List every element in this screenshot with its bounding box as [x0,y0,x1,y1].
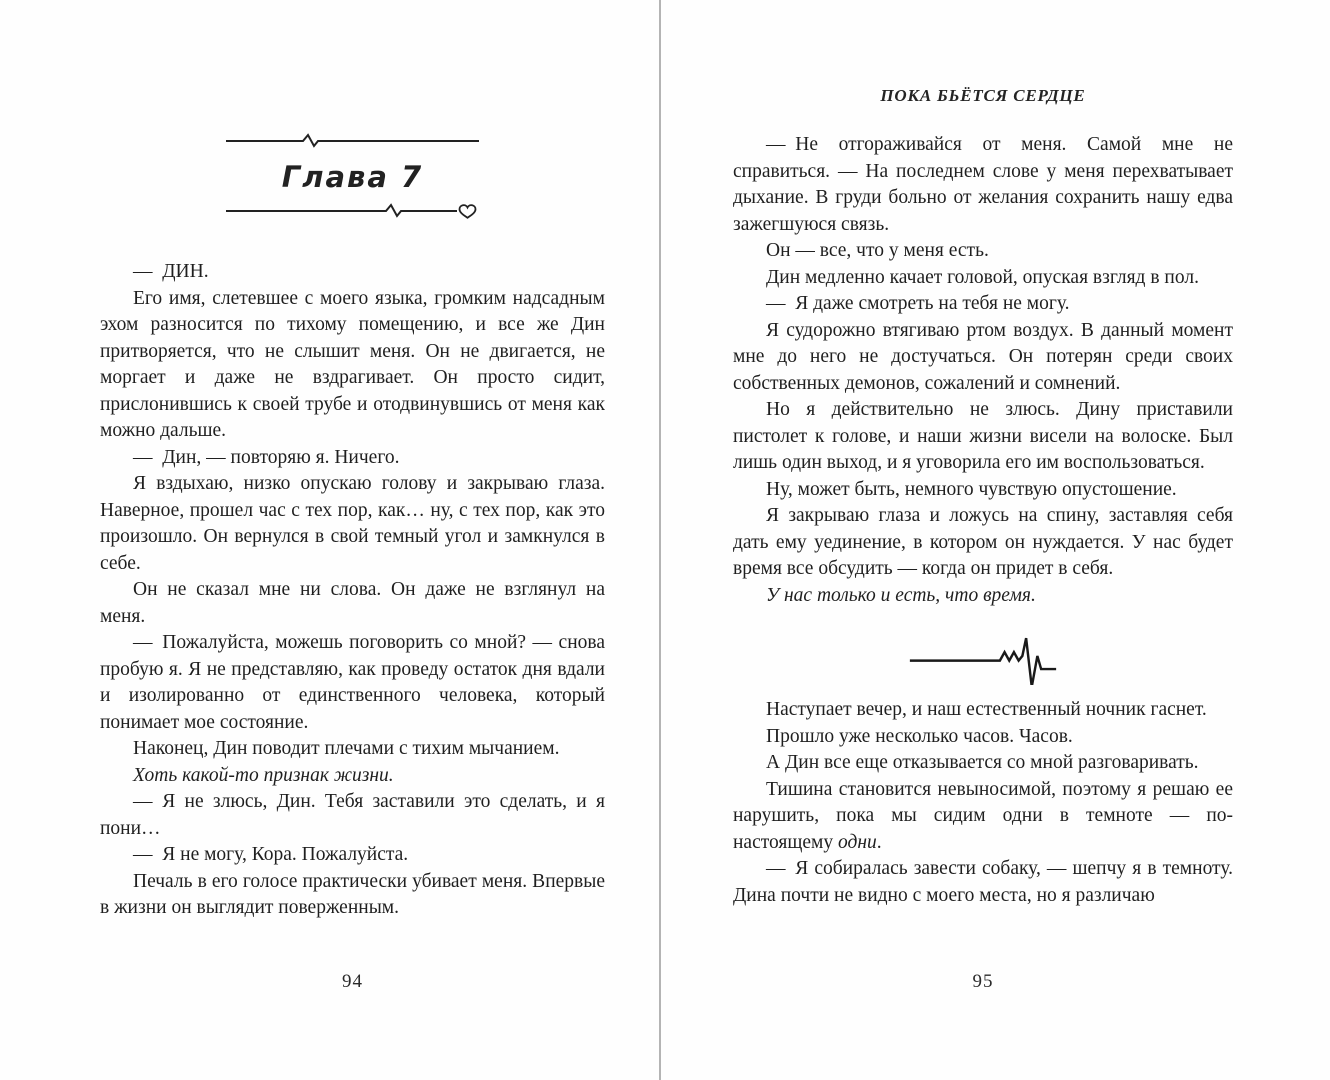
running-head: ПОКА БЬЁТСЯ СЕРДЦЕ [880,86,1086,105]
paragraph [100,445,605,472]
ecg-pulse-icon [908,625,1058,685]
italic-text-run: одни [838,831,877,853]
text-run: Его имя, слетевшее с моего языка, громким надсадным эхом разносится по тихому помещению, и все же Дин притворяется, что не слышит меня. Он не двигается, не моргает и даже не вздрагивает. Он просто сидит, прислонившись к своей трубе и отодвинувшись от меня как можно дальше. [100,287,605,441]
chapter-heading [224,132,482,221]
section-divider [733,625,1233,687]
paragraph [733,750,1233,777]
text-run: Наступает вечер, и наш естественный ночник гаснет. [766,699,1207,720]
paragraph [733,856,1233,909]
right-page-body-top [733,132,1233,609]
paragraph [733,477,1233,504]
paragraph [100,869,605,922]
paragraph [733,583,1233,610]
paragraph [733,697,1233,724]
italic-text-run: Хоть какой-то признак жизни. [133,764,394,786]
page-gutter-divider [659,0,661,1080]
right-page-body-bottom [733,697,1233,909]
left-page [100,0,605,1080]
text-run: . [876,831,882,853]
heartbeat-rule-bottom-icon [226,202,479,221]
paragraph [100,630,605,736]
text-run: Он — все, что у меня есть. [766,240,989,261]
text-run: Печаль в его голосе практически убивает меня. Впервые в жизни он выглядит поверженным. [100,870,605,918]
right-page [733,0,1233,1080]
heartbeat-rule-top-icon [226,132,479,148]
paragraph [100,471,605,577]
paragraph [733,397,1233,477]
italic-text-run: У нас только и есть, что время. [766,584,1036,606]
paragraph [100,736,605,763]
page-number-left: 94 [342,971,363,992]
text-run: — Я не злюсь, Дин. Тебя заставили это сделать, и я пони… [100,791,605,839]
paragraph [733,132,1233,238]
text-run: Он не сказал мне ни слова. Он даже не взглянул на меня. [100,579,605,627]
text-run: Я судорожно втягиваю ртом воздух. В данный момент мне до него не достучаться. Он потерян среди своих собственных демонов, сожалений и сомнений. [733,319,1233,394]
text-run: — Дин, — повторяю я. Ничего. [133,446,400,468]
text-run: — Не отгораживайся от меня. Самой мне не справиться. — На последнем слове у меня перехватывает дыхание. В груди больно от желания сохранить нашу едва зажегшуюся связь. [733,134,1233,235]
text-run: — Я не могу, Кора. Пожалуйста. [133,844,409,865]
text-run: — ДИН. [133,261,209,282]
paragraph [100,286,605,445]
paragraph [100,789,605,842]
left-page-body [100,259,605,922]
text-run: Я вздыхаю, низко опускаю голову и закрываю глаза. Наверное, прошел час с тех пор, как… ну, с тех пор, как это произошло. Он вернулся в свой темный угол и замкнулся в себе. [100,473,605,574]
text-run: Ну, может быть, немного чувствую опустошение. [766,478,1177,500]
paragraph [733,238,1233,265]
paragraph [100,763,605,790]
text-run: Но я действительно не злюсь. Дину приставили пистолет к голове, и наши жизни висели на волоске. Был лишь один выход, и я уговорила его им воспользоваться. [733,399,1233,473]
text-run: Тишина становится невыносимой, поэтому я решаю ее нарушить, пока мы сидим одни в темноте — по-настоящему [733,778,1233,853]
text-run: А Дин все еще отказывается со мной разговаривать. [766,752,1199,773]
text-run: — Пожалуйста, можешь поговорить со мной? — снова пробую я. Я не представляю, как проведу остаток дня вдали и изолированно от единственного человека, который понимает мое состояние. [100,632,605,733]
text-run: Я закрываю глаза и ложусь на спину, заставляя себя дать ему уединение, в котором он нуждается. У нас будет время все обсудить — когда он придет в себя. [733,505,1233,579]
paragraph [100,259,605,286]
text-run: Прошло уже несколько часов. Часов. [766,725,1073,747]
paragraph [733,777,1233,857]
heart-icon [460,205,476,218]
paragraph [733,318,1233,398]
paragraph [100,577,605,630]
text-run: — Я собиралась завести собаку, — шепчу я в темноту. Дина почти не видно с моего места, но я различаю [733,858,1233,906]
paragraph [733,291,1233,318]
chapter-title: Глава 7 [281,160,424,194]
page-number-right: 95 [972,971,994,992]
paragraph [733,265,1233,292]
paragraph [733,724,1233,751]
text-run: — Я даже смотреть на тебя не могу. [766,293,1070,314]
text-run: Дин медленно качает головой, опуская взгляд в пол. [766,266,1199,288]
text-run: Наконец, Дин поводит плечами с тихим мычанием. [133,738,560,759]
paragraph [100,842,605,869]
paragraph [733,503,1233,583]
